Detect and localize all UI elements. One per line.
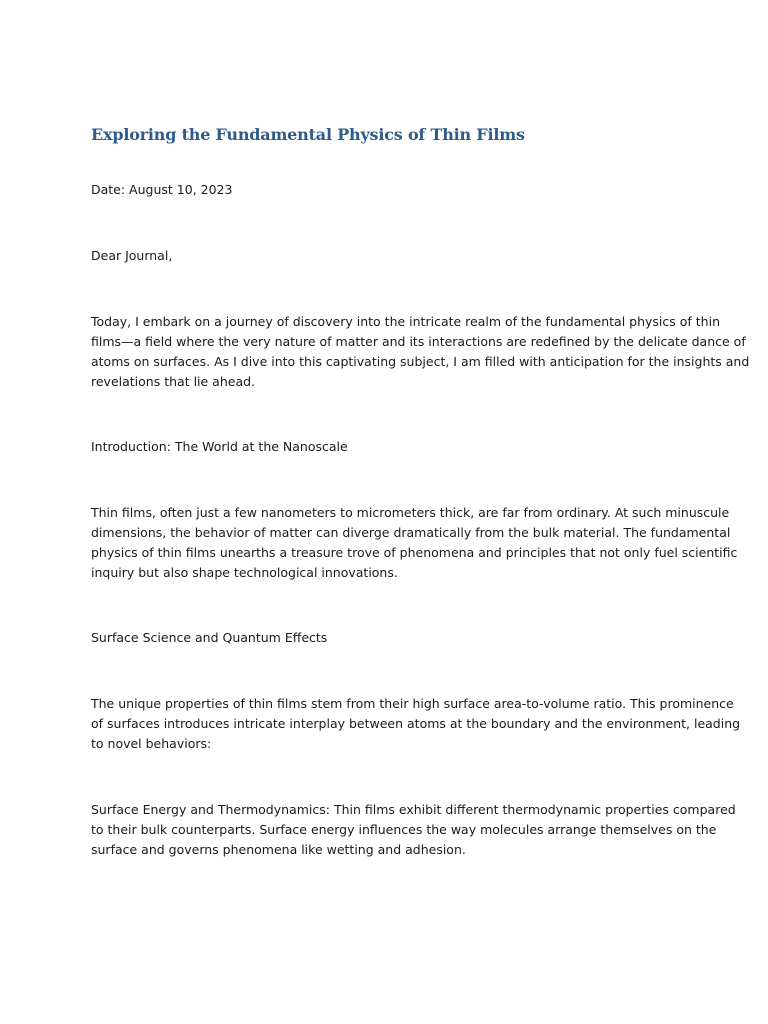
paragraph-line: inquiry but also shape technological innovations. [91,565,398,580]
paragraph-line: to their bulk counterparts. Surface energy influences the way molecules arrange themselves on the [91,822,717,837]
paragraph-line: surface and governs phenomena like wetting and adhesion. [91,842,466,857]
intro-paragraph [91,312,750,392]
paragraph-line: films—a field where the very nature of matter and its interactions are redefined by the delicate dance of [91,334,746,349]
paragraph-surface-properties [91,694,741,754]
paragraph-line: physics of thin films unearths a treasure trove of phenomena and principles that not only fuel scientific [91,545,738,560]
paragraph-line: Today, I embark on a journey of discovery into the intricate realm of the fundamental physics of thin [91,314,720,329]
section-heading-surface-science: Surface Science and Quantum Effects [91,630,328,645]
paragraph-line: dimensions, the behavior of matter can diverge dramatically from the bulk material. The fundamental [91,525,731,540]
paragraph-nanoscale [91,503,738,583]
paragraph-line: of surfaces introduces intricate interplay between atoms at the boundary and the environment, leading [91,716,741,731]
salutation: Dear Journal, [91,248,173,263]
section-heading-introduction: Introduction: The World at the Nanoscale [91,439,348,454]
paragraph-line: to novel behaviors: [91,736,212,751]
date-line: Date: August 10, 2023 [91,182,233,197]
paragraph-line: Thin films, often just a few nanometers to micrometers thick, are far from ordinary. At such minuscule [91,505,730,520]
paragraph-line: atoms on surfaces. As I dive into this captivating subject, I am filled with anticipation for the insights and [91,354,750,369]
paragraph-line: revelations that lie ahead. [91,374,256,389]
paragraph-surface-energy [91,800,736,860]
paragraph-line: The unique properties of thin films stem from their high surface area-to-volume ratio. This prominence [91,696,734,711]
document-title: Exploring the Fundamental Physics of Thin Films [91,125,525,144]
paragraph-line: Surface Energy and Thermodynamics: Thin films exhibit different thermodynamic properties compared [91,802,736,817]
